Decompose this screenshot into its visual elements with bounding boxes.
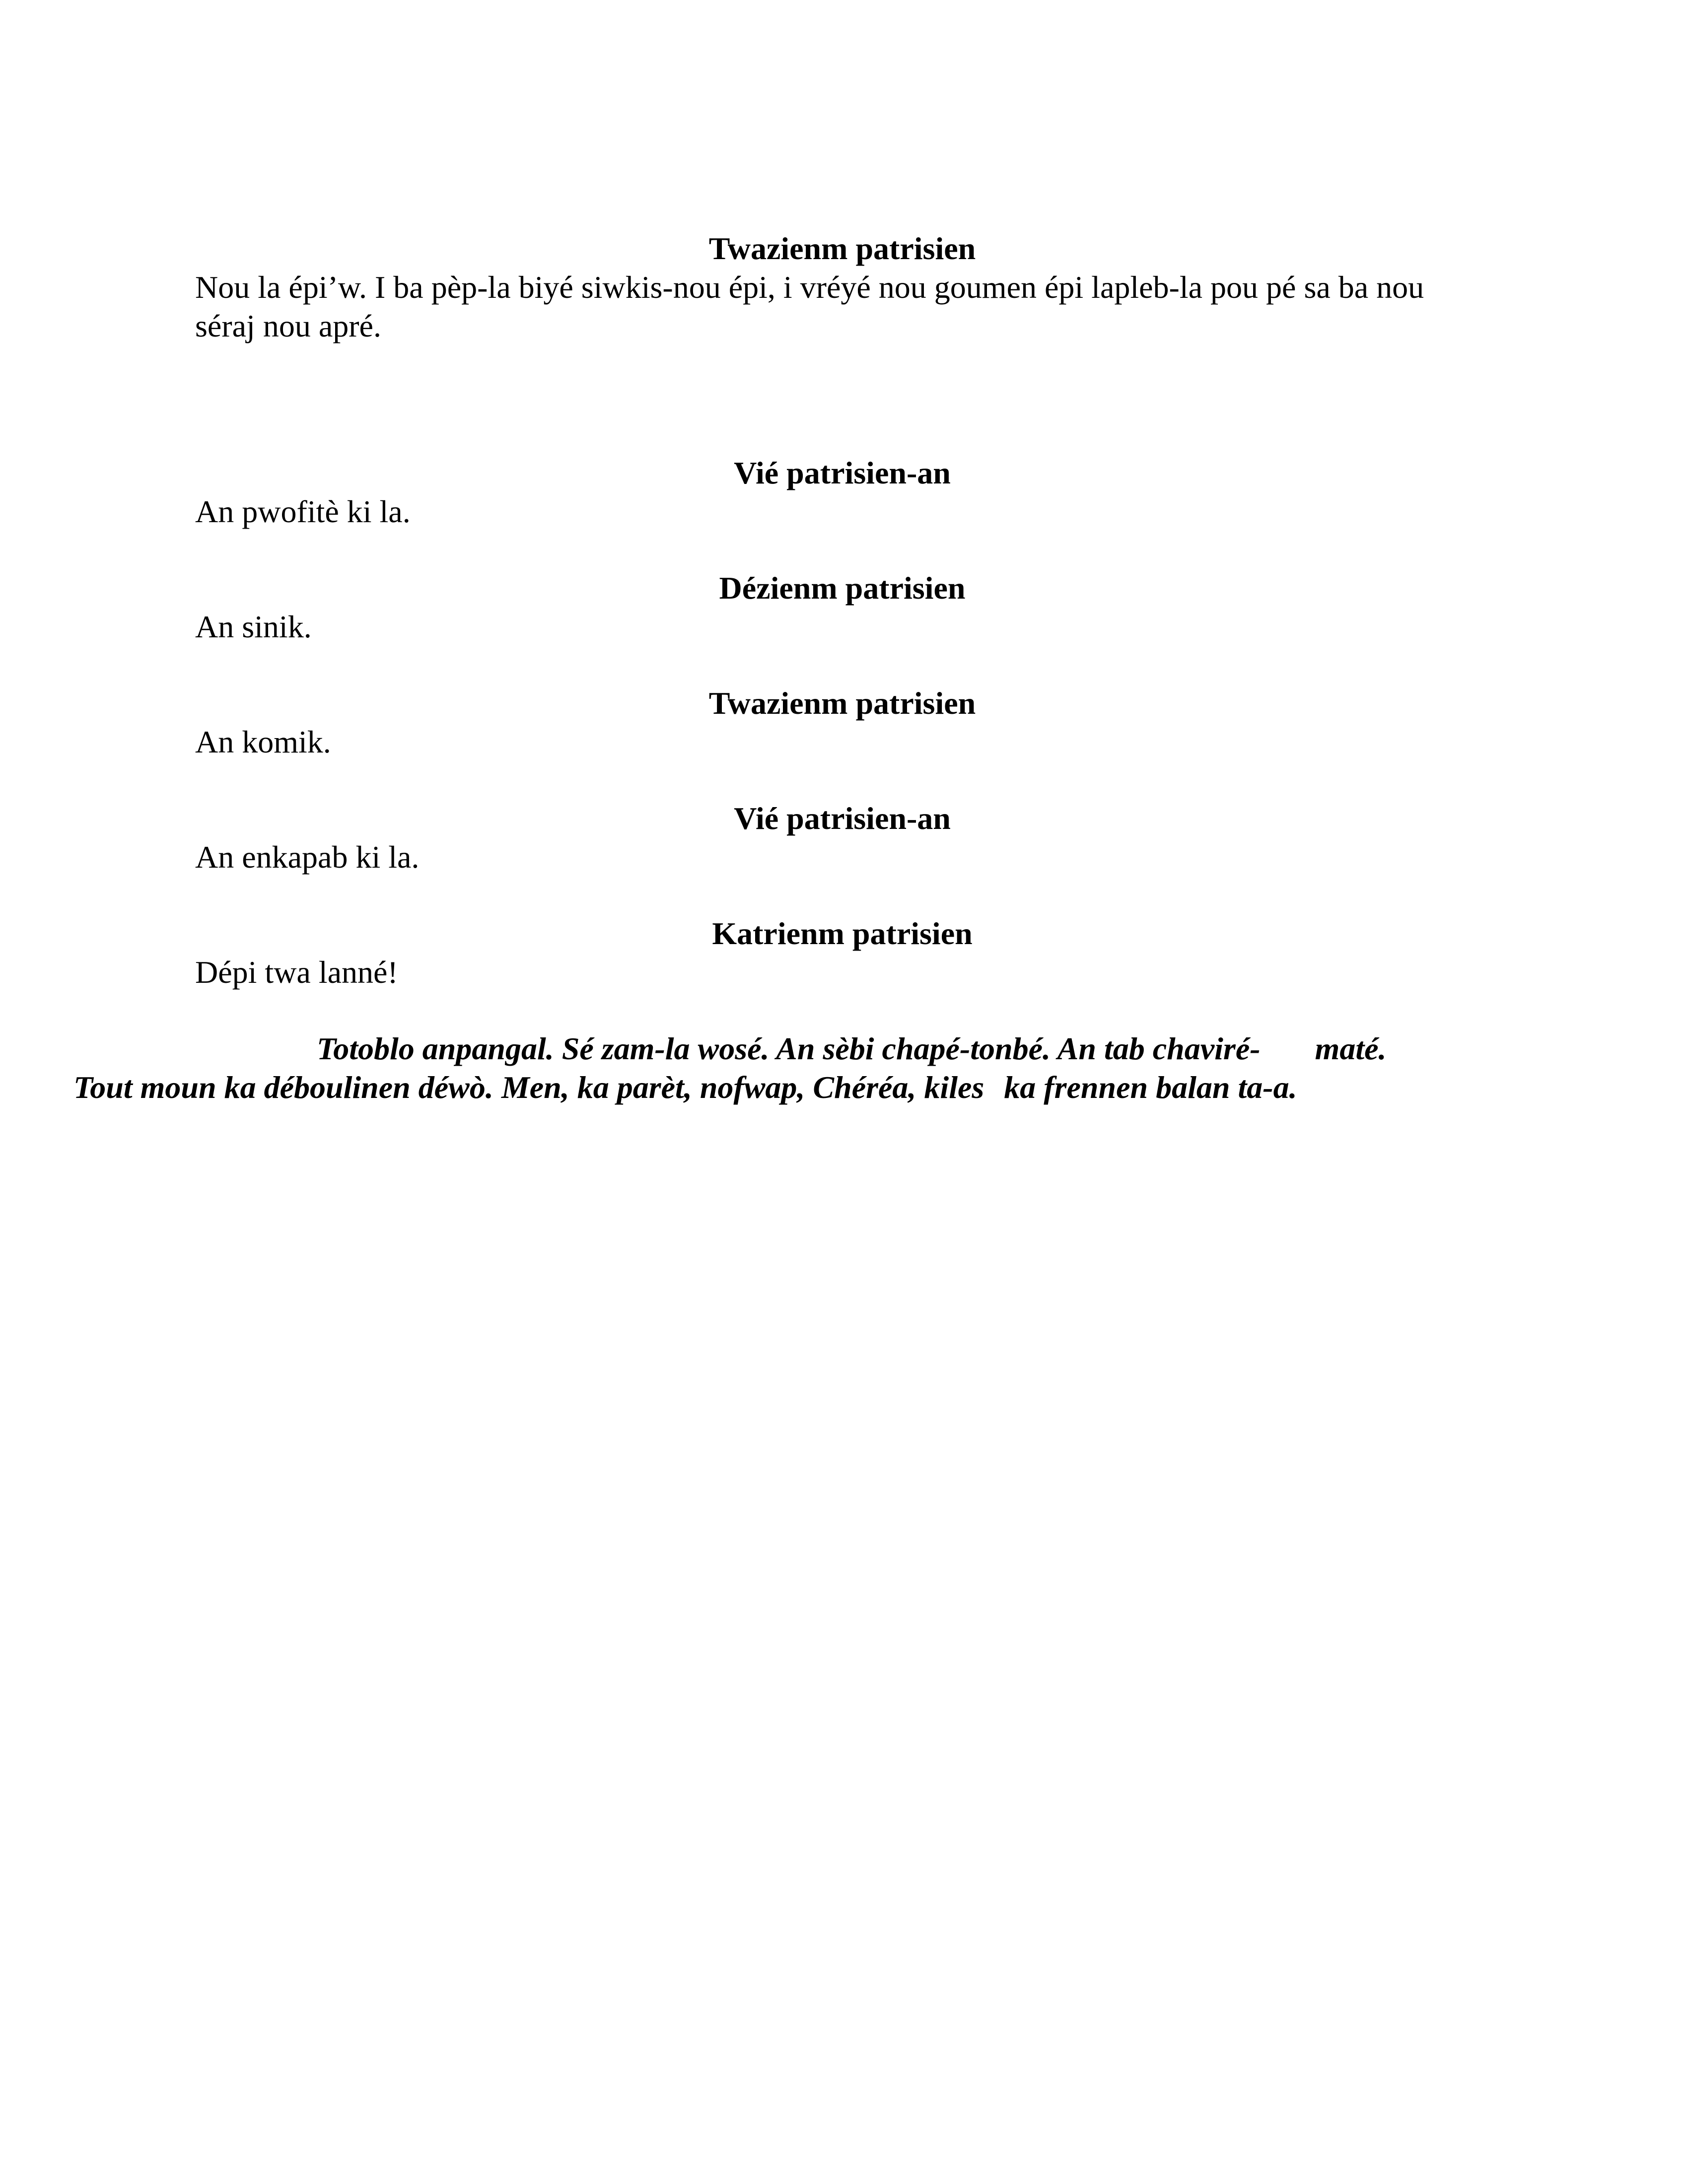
dialogue-block bbox=[195, 229, 1489, 345]
speaker-name: Vié patrisien-an bbox=[734, 801, 951, 836]
stage-direction-part: Tout moun ka déboulinen déwò. Men, ka parèt, nofwap, Chéréa, kiles bbox=[73, 1070, 985, 1105]
dialogue-block bbox=[195, 914, 1489, 992]
document-page bbox=[73, 229, 1489, 1139]
speaker-name: Vié patrisien-an bbox=[734, 455, 951, 490]
speech-text: An pwofitè ki la. bbox=[195, 494, 411, 529]
speech-text: Dépi twa lanné! bbox=[195, 955, 398, 990]
dialogue-block bbox=[195, 799, 1489, 877]
speaker-name: Twazienm patrisien bbox=[708, 231, 976, 266]
speech-text: An sinik. bbox=[195, 609, 312, 644]
speech-text: Nou la épi’w. I ba pèp-la biyé siwkis-nou épi, i vréyé nou goumen épi lapleb-la pou pé sa ba nou séraj nou apré. bbox=[195, 270, 1424, 343]
speaker-name: Twazienm patrisien bbox=[708, 685, 976, 721]
stage-direction-part: maté. bbox=[1315, 1031, 1387, 1066]
speaker-name: Dézienm patrisien bbox=[719, 570, 966, 606]
speech-text: An enkapab ki la. bbox=[195, 839, 420, 875]
speaker-name: Katrienm patrisien bbox=[712, 916, 973, 951]
dialogue-block bbox=[195, 569, 1489, 646]
stage-direction-part: ka frennen balan ta-a. bbox=[1004, 1070, 1297, 1105]
dialogue-block bbox=[195, 684, 1489, 761]
speech-text: An komik. bbox=[195, 724, 331, 759]
dialogue-block bbox=[195, 454, 1489, 531]
stage-direction bbox=[73, 1029, 1489, 1107]
stage-direction-part: Totoblo anpangal. Sé zam-la wosé. An sèbi chapé-tonbé. An tab chaviré- bbox=[317, 1031, 1261, 1066]
